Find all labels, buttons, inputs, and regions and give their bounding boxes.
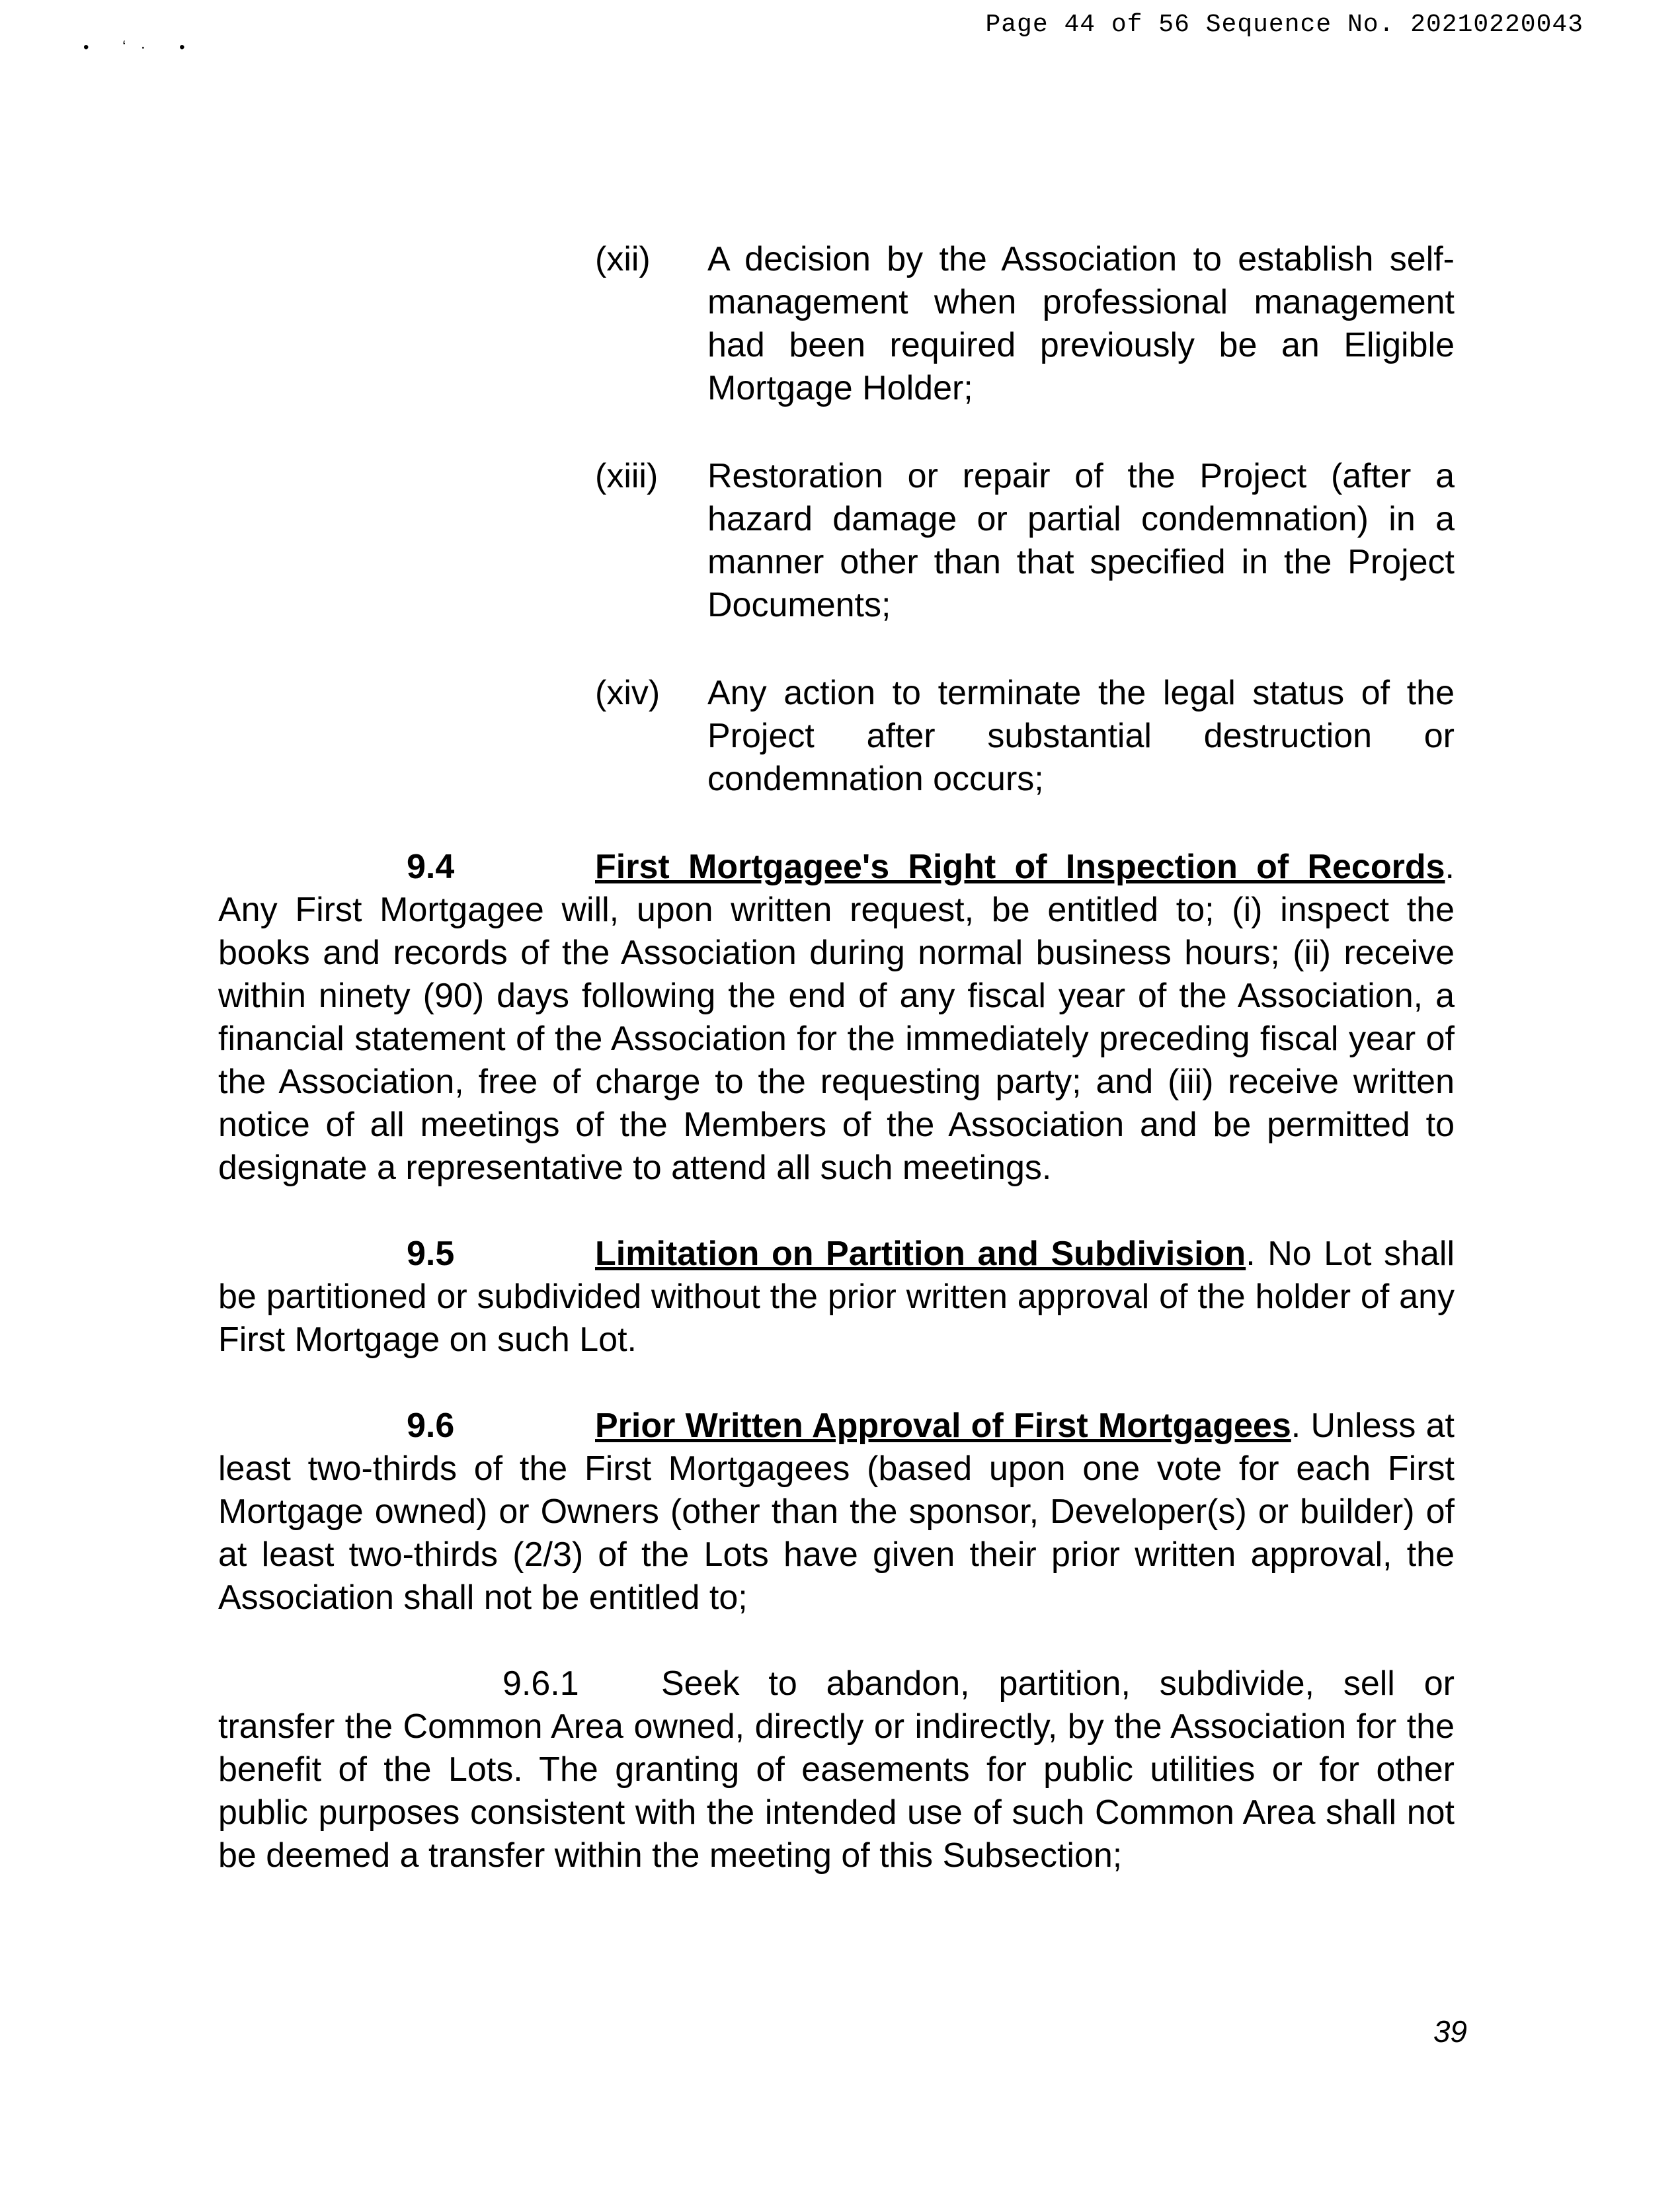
scan-specks: • ʻ· • (83, 38, 200, 56)
section-body: Unless at least two-thirds of the First Mortgagees (based upon one vote for each First Mortgage owned) or Owners (other than the sponsor, Developer(s) or builder) of at least two-thirds (2/3) of the Lots have given their prior written approval, the Association shall not be entitled to; (218, 1407, 1455, 1617)
recording-stamp: Page 44 of 56 Sequence No. 20210220043 (985, 11, 1583, 39)
section-number: 9.5 (407, 1235, 455, 1273)
subsection-body: Seek to abandon, partition, subdivide, sell or transfer the Common Area owned, directly or indirectly, by the Association for the benefit of the Lots. The granting of easements for public utilities or for other public purposes consistent with the intended use of such Common Area shall not be deemed a transfer within the meeting of this Subsection; (218, 1664, 1455, 1875)
heading-punct: . (1291, 1407, 1301, 1445)
document-body (218, 238, 1455, 1920)
item-number: (xii) (595, 240, 651, 278)
section-body: Any First Mortgagee will, upon written request, be entitled to; (i) inspect the books and records of the Association during normal business hours; (ii) receive within ninety (90) days following the end of any fiscal year of the Association, a financial statement of the Association for the immediately preceding fiscal year of the Association, free of charge to the requesting party; and (iii) receive written notice of all meetings of the Members of the Association and be permitted to designate a representative to attend all such meetings. (218, 891, 1455, 1187)
list-item-xii (595, 238, 1455, 410)
list-item-xiii (595, 455, 1455, 627)
subsection-number: 9.6.1 (502, 1664, 579, 1703)
list-item-xiv (595, 672, 1455, 801)
item-text: Any action to terminate the legal status of the Project after substantial destruction or condemnation occurs; (707, 674, 1455, 798)
section-number: 9.6 (407, 1407, 455, 1445)
item-text: A decision by the Association to establish self-management when professional management had been required previously be an Eligible Mortgage Holder; (707, 240, 1455, 407)
section-heading: Prior Written Approval of First Mortgagees (595, 1407, 1291, 1445)
item-text: Restoration or repair of the Project (after a hazard damage or partial condemnation) in a manner other than that specified in the Project Documents; (707, 457, 1455, 624)
section-heading: First Mortgagee's Right of Inspection of Records (595, 848, 1445, 886)
section-number: 9.4 (407, 848, 455, 886)
section-9-5 (218, 1233, 1455, 1362)
heading-punct: . (1445, 848, 1455, 886)
section-9-4 (218, 846, 1455, 1190)
section-body: No Lot shall be partitioned or subdivided without the prior written approval of the holder of any First Mortgage on such Lot. (218, 1235, 1455, 1359)
section-9-6 (218, 1405, 1455, 1619)
page-number: 39 (1433, 2014, 1467, 2049)
item-number: (xiii) (595, 457, 659, 495)
item-number: (xiv) (595, 674, 660, 712)
heading-punct: . (1246, 1235, 1256, 1273)
subsection-9-6-1 (218, 1662, 1455, 1877)
section-heading: Limitation on Partition and Subdivision (595, 1235, 1246, 1273)
